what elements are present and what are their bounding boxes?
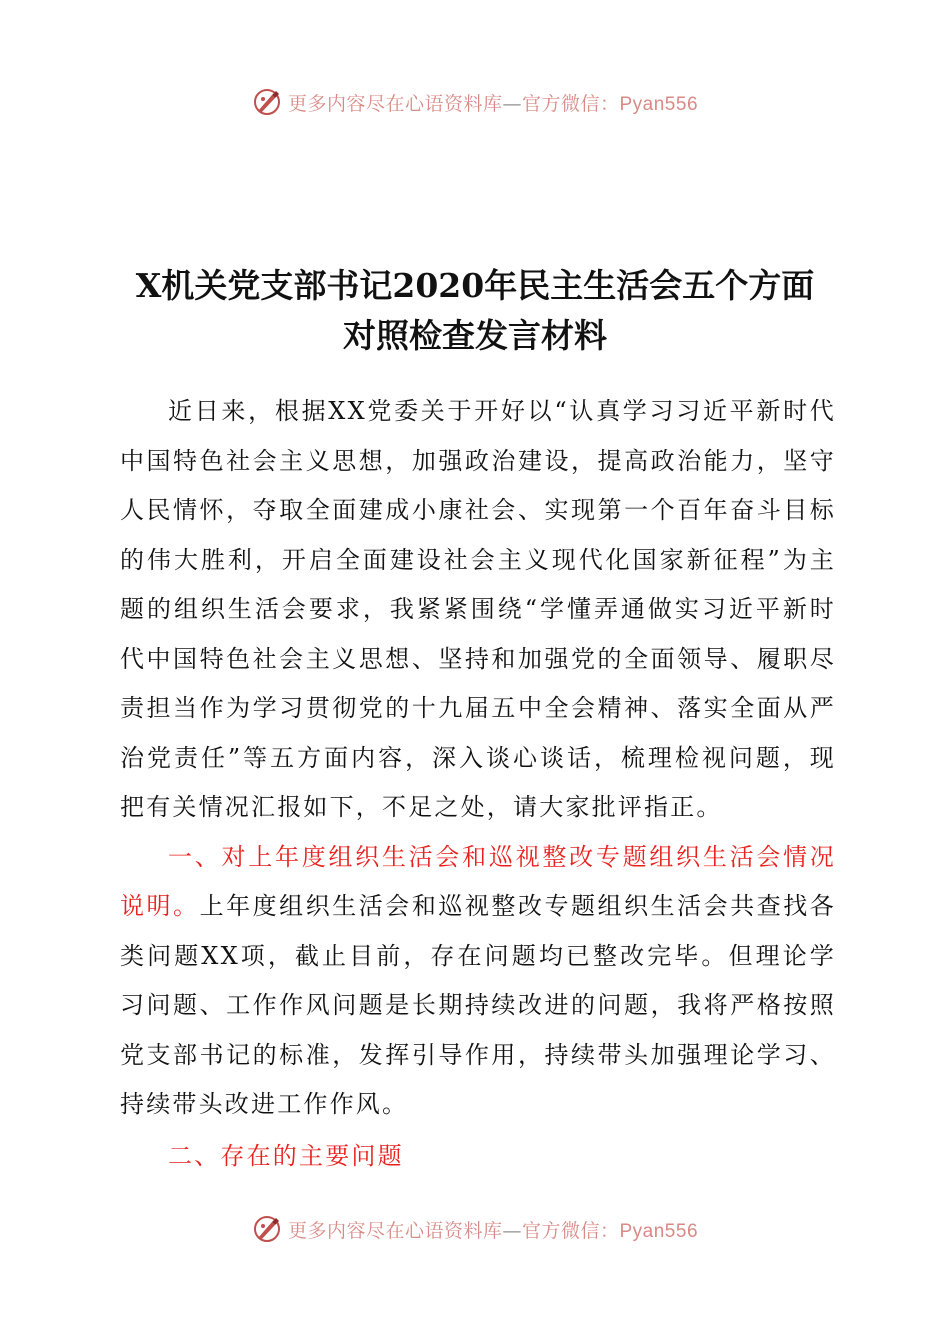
- footer-brand-text: 更多内容尽在心语资料库: [287, 1219, 503, 1242]
- pen-logo-icon: [252, 87, 282, 117]
- banner-separator: —: [502, 92, 522, 115]
- document-title-line-1: X机关党支部书记2020年民主生活会五个方面: [135, 266, 815, 305]
- section-1-body: 上年度组织生活会和巡视整改专题组织生活会共查找各类问题XX项，截止目前，存在问题均已整改完毕。但理论学习问题、工作作风问题是长期持续改进的问题，我将严格按照党支部书记的标准，发挥引导作用，持续带头加强理论学习、持续带头改进工作作风。: [120, 892, 836, 1118]
- footer-wechat-id: Pyan556: [619, 1220, 699, 1242]
- document-title-line-2: 对照检查发言材料: [343, 316, 607, 355]
- section-1-paragraph: [120, 833, 836, 1130]
- footer-banner-text: [288, 1216, 698, 1243]
- document-body: [120, 387, 836, 1181]
- banner-wechat-id: Pyan556: [619, 93, 699, 115]
- footer-banner: [0, 1209, 950, 1249]
- banner-brand-text: 更多内容尽在心语资料库: [287, 92, 503, 115]
- footer-separator: —: [502, 1219, 522, 1242]
- section-2-heading: 二、存在的主要问题: [168, 1141, 404, 1170]
- intro-paragraph: 近日来，根据XX党委关于开好以“认真学习习近平新时代中国特色社会主义思想，加强政治建设，提高政治能力，坚守人民情怀，夺取全面建成小康社会、实现第一个百年奋斗目标的伟大胜利，开启全面建设社会主义现代化国家新征程”为主题的组织生活会要求，我紧紧围绕“学懂弄通做实习近平新时代中国特色社会主义思想、坚持和加强党的全面领导、履职尽责担当作为学习贯彻党的十九届五中全会精神、落实全面从严治党责任”等五方面内容，深入谈心谈话，梳理检视问题，现把有关情况汇报如下，不足之处，请大家批评指正。: [120, 397, 836, 821]
- banner-wechat-label: 官方微信：: [521, 92, 620, 115]
- banner-text: [288, 89, 698, 116]
- header-banner: [0, 82, 950, 122]
- footer-wechat-label: 官方微信：: [521, 1219, 620, 1242]
- pen-logo-icon: [252, 1214, 282, 1244]
- section-1-heading: 一、对上年度组织生活会和巡视整改专题组织生活会情况说明。: [120, 842, 836, 920]
- section-2-paragraph: [120, 1132, 836, 1182]
